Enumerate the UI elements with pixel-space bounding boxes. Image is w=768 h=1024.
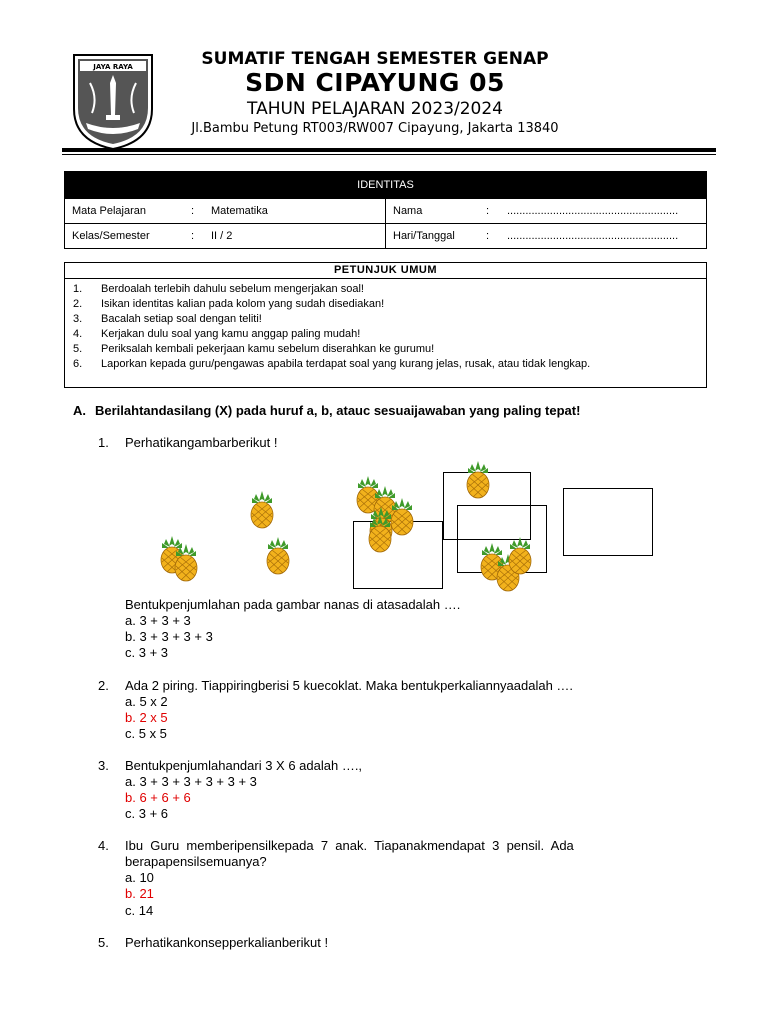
question-text-cont: berapapensilsemuanya? [125, 854, 267, 869]
subject-label: Mata Pelajaran [72, 205, 146, 217]
pineapple-icons [140, 455, 670, 595]
instruction-number: 1. [73, 283, 83, 295]
date-label: Hari/Tanggal [393, 230, 455, 242]
instruction-text: Isikan identitas kalian pada kolom yang sudah disediakan! [101, 298, 385, 310]
exam-title: SUMATIF TENGAH SEMESTER GENAP [201, 49, 549, 69]
instruction-text: Kerjakan dulu soal yang kamu anggap paling mudah! [101, 328, 361, 340]
option-b-answer[interactable]: b. 21 [125, 886, 154, 901]
name-label: Nama [393, 205, 423, 217]
date-colon: : [486, 230, 490, 242]
instruction-text: Periksalah kembali pekerjaan kamu sebelum diserahkan ke gurumu! [101, 343, 435, 355]
school-logo [72, 53, 154, 151]
option-a[interactable]: a. 10 [125, 870, 154, 885]
instructions-heading: PETUNJUK UMUM [65, 263, 706, 279]
option-c[interactable]: c. 14 [125, 903, 154, 918]
option-a[interactable]: a. 3 + 3 + 3 [125, 613, 191, 628]
identity-table [64, 171, 707, 249]
class-colon: : [191, 230, 195, 242]
question-number: 5. [98, 935, 109, 950]
instruction-text: Laporkan kepada guru/pengawas apabila terdapat soal yang kurang jelas, rusak, atau tidak lengkap. [101, 358, 591, 370]
question-number: 1. [98, 435, 109, 450]
question-text: Ibu Guru memberipensilkepada 7 anak. Tiapanakmendapat 3 pensil. Ada [125, 838, 574, 853]
name-cell[interactable] [385, 199, 706, 223]
section-letter: A. [73, 403, 86, 418]
class-cell [65, 224, 385, 248]
question-text: Perhatikangambarberikut ! [125, 435, 278, 450]
header-divider-thin [62, 154, 716, 155]
subject-value: Matematika [211, 205, 268, 217]
option-c[interactable]: c. 3 + 6 [125, 806, 168, 821]
name-colon: : [486, 205, 490, 217]
identity-row [65, 198, 706, 223]
option-b-answer[interactable]: b. 2 x 5 [125, 710, 168, 725]
question-prompt: Bentukpenjumlahan pada gambar nanas di atasadalah …. [125, 597, 461, 612]
pineapple-figure [140, 455, 670, 595]
instruction-text: Berdoalah terlebih dahulu sebelum mengerjakan soal! [101, 283, 364, 295]
header-divider [62, 148, 716, 152]
date-field[interactable]: ........................................................ [507, 230, 679, 242]
school-address: Jl.Bambu Petung RT003/RW007 Cipayung, Jakarta 13840 [191, 121, 559, 136]
name-field[interactable]: ........................................................ [507, 205, 679, 217]
question-text: Bentukpenjumlahandari 3 X 6 adalah …., [125, 758, 363, 773]
subject-colon: : [191, 205, 195, 217]
option-a[interactable]: a. 5 x 2 [125, 694, 168, 709]
option-a[interactable]: a. 3 + 3 + 3 + 3 + 3 + 3 [125, 774, 257, 789]
academic-year: TAHUN PELAJARAN 2023/2024 [247, 99, 503, 119]
date-cell[interactable] [385, 224, 706, 248]
question-text: Perhatikankonsepperkalianberikut ! [125, 935, 329, 950]
instruction-text: Bacalah setiap soal dengan teliti! [101, 313, 262, 325]
question-number: 3. [98, 758, 109, 773]
option-c[interactable]: c. 3 + 3 [125, 645, 168, 660]
section-instruction: Berilahtandasilang (X) pada huruf a, b, atauc sesuaijawaban yang paling tepat! [95, 403, 581, 418]
general-instructions [64, 262, 707, 388]
school-name: SDN CIPAYUNG 05 [245, 68, 505, 97]
question-text: Ada 2 piring. Tiappiringberisi 5 kuecoklat. Maka bentukperkaliannyaadalah …. [125, 678, 574, 693]
instruction-number: 3. [73, 313, 83, 325]
option-b-answer[interactable]: b. 6 + 6 + 6 [125, 790, 191, 805]
logo-text: JAYA RAYA [93, 63, 133, 71]
instruction-number: 4. [73, 328, 83, 340]
class-label: Kelas/Semester [72, 230, 150, 242]
question-number: 2. [98, 678, 109, 693]
class-value: II / 2 [211, 230, 233, 242]
option-c[interactable]: c. 5 x 5 [125, 726, 167, 741]
option-b[interactable]: b. 3 + 3 + 3 + 3 [125, 629, 213, 644]
instruction-number: 5. [73, 343, 83, 355]
subject-cell [65, 199, 385, 223]
instruction-number: 6. [73, 358, 83, 370]
instruction-number: 2. [73, 298, 83, 310]
identity-row [65, 223, 706, 248]
question-number: 4. [98, 838, 109, 853]
identity-heading: IDENTITAS [65, 172, 706, 198]
